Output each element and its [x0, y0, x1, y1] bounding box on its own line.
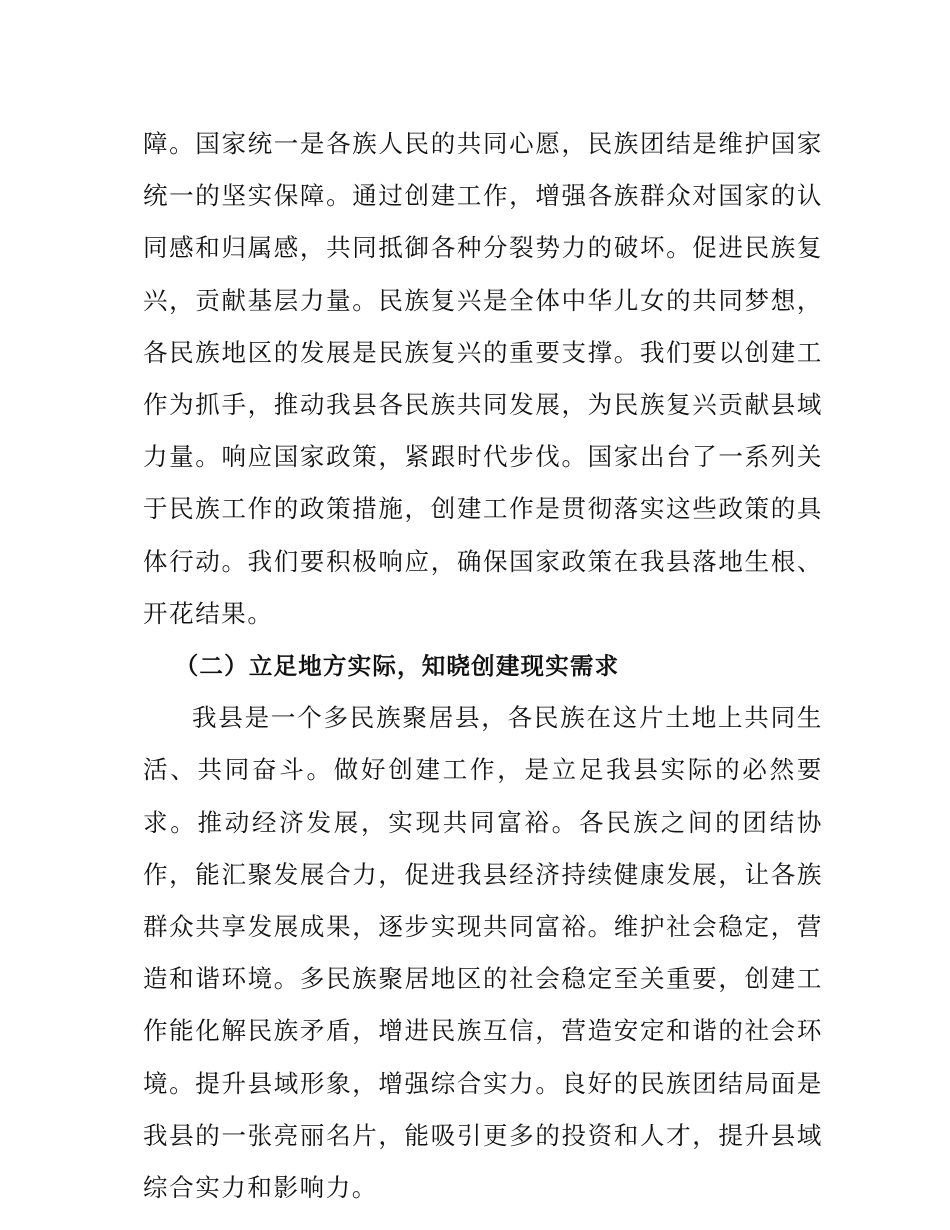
section-heading: （二）立足地方实际，知晓创建现实需求	[174, 652, 620, 681]
paragraph-national-unity: 障。国家统一是各族人民的共同心愿，民族团结是维护国家统一的坚实保障。通过创建工作，增强各族群众对国家的认同感和归属感，共同抵御各种分裂势力的破坏。促进民族复兴，贡献基层力量。民族复兴是全体中华儿女的共同梦想，各民族地区的发展是民族复兴的重要支撑。我们要以创建工作为抓手，推动我县各民族共同发展，为民族复兴贡献县域力量。响应国家政策，紧跟时代步伐。国家出台了一系列关于民族工作的政策措施，创建工作是贯彻落实这些政策的具体行动。我们要积极响应，确保国家政策在我县落地生根、开花结果。	[143, 129, 823, 628]
paragraph-local-reality: 我县是一个多民族聚居县，各民族在这片土地上共同生活、共同奋斗。做好创建工作，是立足我县实际的必然要求。推动经济发展，实现共同富裕。各民族之间的团结协作，能汇聚发展合力，促进我县经济持续健康发展，让各族群众共享发展成果，逐步实现共同富裕。维护社会稳定，营造和谐环境。多民族聚居地区的社会稳定至关重要，创建工作能化解民族矛盾，增进民族互信，营造安定和谐的社会环境。提升县域形象，增强综合实力。良好的民族团结局面是我县的一张亮丽名片，能吸引更多的投资和人才，提升县域综合实力和影响力。	[143, 703, 823, 1203]
document-body	[143, 118, 823, 1214]
